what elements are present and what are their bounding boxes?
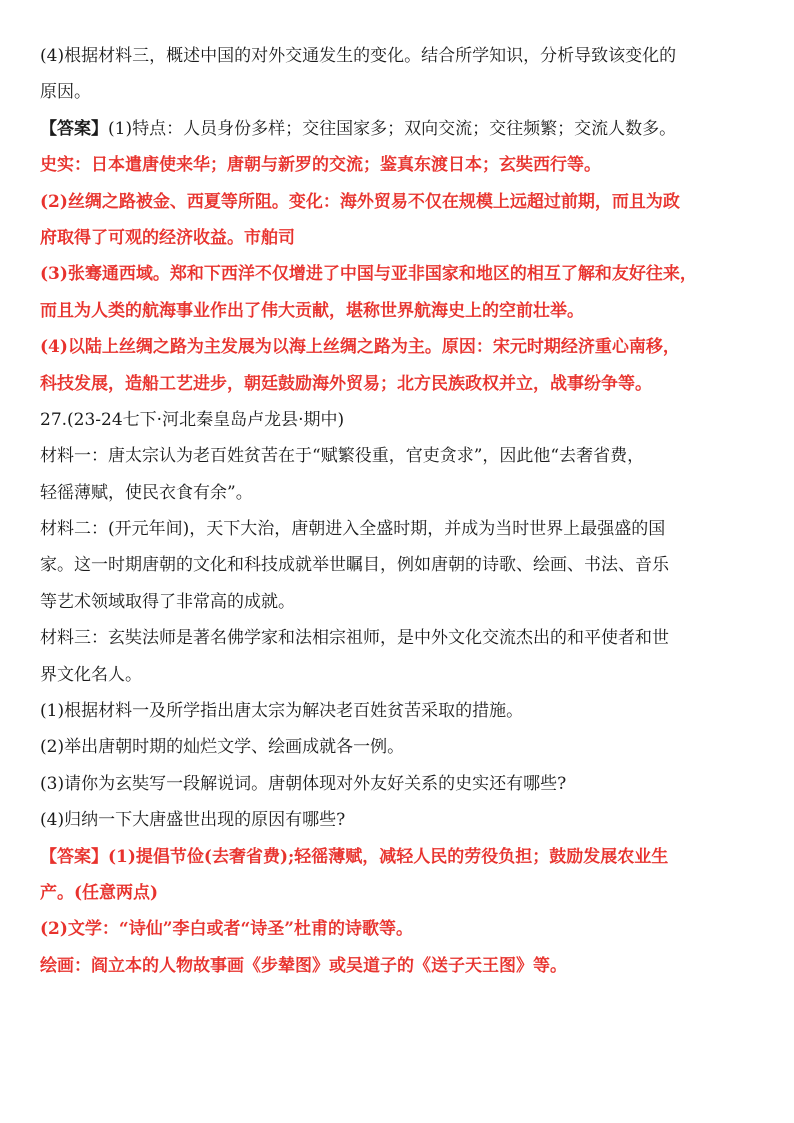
document-page — [40, 38, 760, 984]
material-2-line-1: 材料二：(开元年间)，天下大治，唐朝进入全盛时期，并成为当时世界上最强盛的国 — [40, 519, 666, 540]
answer-26-2-line-1: (2)丝绸之路被金、西夏等所阻。变化：海外贸易不仅在规模上远超过前期，而且为政 — [40, 191, 680, 212]
answer-26-4-line-1: (4)以陆上丝绸之路为主发展为以海上丝绸之路为主。原因：宋元时期经济重心南移， — [40, 337, 680, 358]
material-2-line-2: 家。这一时期唐朝的文化和科技成就举世瞩目，例如唐朝的诗歌、绘画、书法、音乐 — [40, 555, 669, 576]
answer-27-1-line-1: 【答案】(1)提倡节俭(去奢省费);轻徭薄赋，减轻人民的劳役负担；鼓励发展农业生 — [40, 846, 669, 867]
answer-26-3-line-2: 而且为人类的航海事业作出了伟大贡献，堪称世界航海史上的空前壮举。 — [40, 300, 584, 321]
material-1-line-2: 轻徭薄赋，使民衣食有余”。 — [40, 482, 253, 503]
question-26-4-line-2: 原因。 — [40, 82, 91, 103]
material-3-line-1: 材料三：玄奘法师是著名佛学家和法相宗祖师，是中外文化交流杰出的和平使者和世 — [40, 628, 669, 649]
answer-26-2-line-2: 府取得了可观的经济收益。市舶司 — [40, 227, 295, 248]
question-27-header: 27.(23-24七下·河北秦皇岛卢龙县·期中) — [40, 409, 345, 430]
material-1-line-1: 材料一：唐太宗认为老百姓贫苦在于“赋繁役重，官吏贪求”，因此他“去奢省费， — [40, 446, 645, 467]
material-2-line-3: 等艺术领域取得了非常高的成就。 — [40, 591, 295, 612]
answer-26-1-line-2: 史实：日本遣唐使来华；唐朝与新罗的交流；鉴真东渡日本；玄奘西行等。 — [40, 155, 601, 176]
answer-26-1-line-1 — [40, 111, 760, 147]
question-27-4: (4)归纳一下大唐盛世出现的原因有哪些? — [40, 810, 346, 831]
answer-26-3-line-1: (3)张骞通西域。郑和下西洋不仅增进了中国与亚非国家和地区的相互了解和友好往来， — [40, 264, 697, 285]
answer-27-2-line-2: 绘画：阎立本的人物故事画《步辇图》或吴道子的《送子天王图》等。 — [40, 955, 567, 976]
question-27-3: (3)请你为玄奘写一段解说词。唐朝体现对外友好关系的史实还有哪些? — [40, 773, 567, 794]
question-27-2: (2)举出唐朝时期的灿烂文学、绘画成就各一例。 — [40, 737, 405, 758]
answer-27-1-line-2: 产。(任意两点) — [40, 882, 159, 903]
answer-tag: 【答案】 — [40, 118, 108, 139]
question-27-1: (1)根据材料一及所学指出唐太宗为解决老百姓贫苦采取的措施。 — [40, 701, 524, 722]
answer-26-4-line-2: 科技发展，造船工艺进步，朝廷鼓励海外贸易；北方民族政权并立，战事纷争等。 — [40, 373, 652, 394]
answer-26-1-text: (1)特点：人员身份多样；交往国家多；双向交流；交往频繁；交流人数多。 — [108, 118, 677, 139]
question-26-4-line-1: (4)根据材料三，概述中国的对外交通发生的变化。结合所学知识，分析导致该变化的 — [40, 46, 677, 66]
material-3-line-2: 界文化名人。 — [40, 664, 142, 685]
answer-27-2-line-1: (2)文学：“诗仙”李白或者“诗圣”杜甫的诗歌等。 — [40, 919, 414, 940]
